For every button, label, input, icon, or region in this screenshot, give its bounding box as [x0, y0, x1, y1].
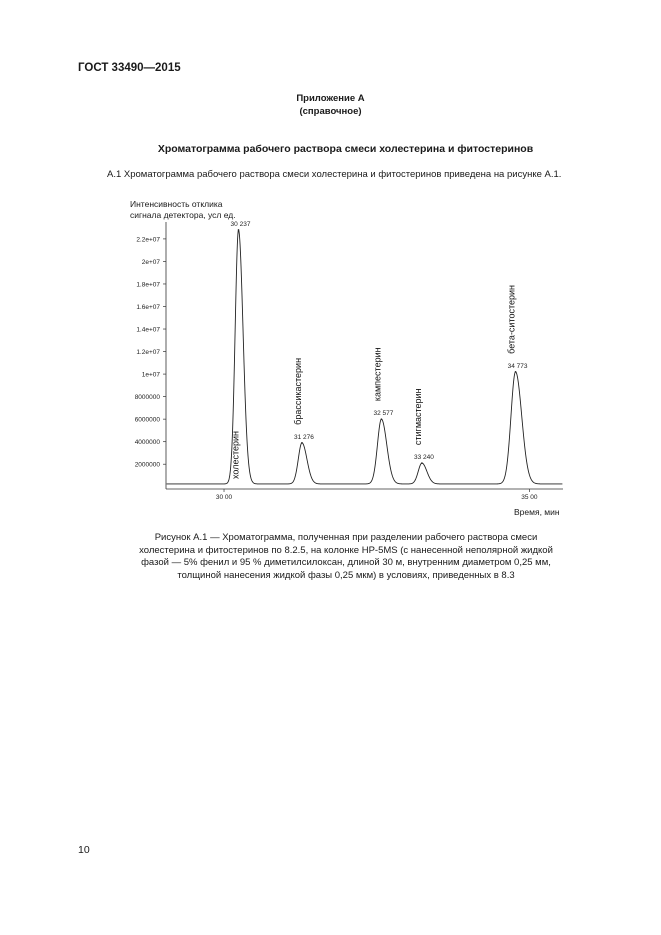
standard-header: ГОСТ 33490—2015 [78, 62, 181, 74]
y-tick-label: 1.8e+07 [136, 281, 160, 289]
appendix-subtitle: (справочное) [299, 106, 362, 117]
y-tick-label: 8000000 [134, 394, 160, 402]
y-axis-label-line1: Интенсивность отклика [130, 199, 223, 209]
caption-line: толщиной нанесения жидкой фазы 0,25 мкм) в условиях, приведенных в 8.3 [177, 569, 515, 581]
peak-retention-time-label: 33 240 [413, 454, 434, 462]
y-tick-label: 2.2e+07 [136, 236, 160, 244]
peak-compound-label: холестерин [230, 431, 241, 479]
caption-line: фазой — 5% фенил и 95 % диметилсилоксан, длиной 30 м, внутренним диаметром 0,25 мм, [141, 557, 551, 568]
caption-line: холестерина и фитостеринов по 8.2.5, на колонке НР-5MS (с нанесенной неполярной жидкой [139, 544, 553, 556]
chart-x-axis-label: Время, мин [514, 507, 560, 517]
chromatogram-trace [167, 230, 563, 484]
section-title: Хроматограмма рабочего раствора смеси холестерина и фитостеринов [157, 143, 534, 155]
y-tick-label: 4000000 [134, 439, 160, 447]
peak-compound-label: брассикастерин [292, 357, 303, 425]
peak-apex-marker [421, 462, 423, 464]
y-tick-label: 1.4e+07 [136, 326, 160, 334]
y-tick-label: 6000000 [134, 416, 160, 424]
x-tick-label: 35 00 [521, 494, 538, 501]
figure-caption [96, 532, 596, 582]
y-axis-label-line2: сигнала детектора, усл ед. [130, 210, 236, 220]
peak-compound-label: кампестерин [372, 347, 383, 402]
x-tick-label: 30 00 [215, 494, 233, 501]
y-tick-label: 2000000 [134, 461, 160, 469]
peak-apex-marker [301, 442, 303, 444]
peak-apex-marker [238, 229, 240, 231]
peak-retention-time-label: 31 276 [294, 433, 314, 441]
y-tick-label: 1.6e+07 [136, 303, 160, 311]
peak-apex-marker [515, 371, 517, 373]
peak-retention-time-label: 30 237 [230, 220, 251, 228]
peak-compound-label: стигмастерин [412, 388, 423, 446]
y-tick-label: 1.2e+07 [136, 349, 160, 357]
y-tick-label: 1e+07 [141, 371, 160, 379]
page-number: 10 [78, 844, 90, 856]
peak-retention-time-label: 32 577 [373, 410, 394, 418]
caption-line: Рисунок А.1 — Хроматограмма, полученная при разделении рабочего раствора смеси [154, 532, 538, 543]
peak-apex-marker [381, 418, 383, 420]
peak-compound-label: бета-ситостерин [506, 284, 517, 354]
y-tick-label: 2e+07 [141, 258, 160, 266]
peak-retention-time-label: 34 773 [507, 362, 528, 370]
appendix-title: Приложение А [296, 93, 365, 104]
intro-paragraph: А.1 Хроматограмма рабочего раствора смеси холестерина и фитостеринов приведена на рисунке А.1. [107, 169, 562, 180]
